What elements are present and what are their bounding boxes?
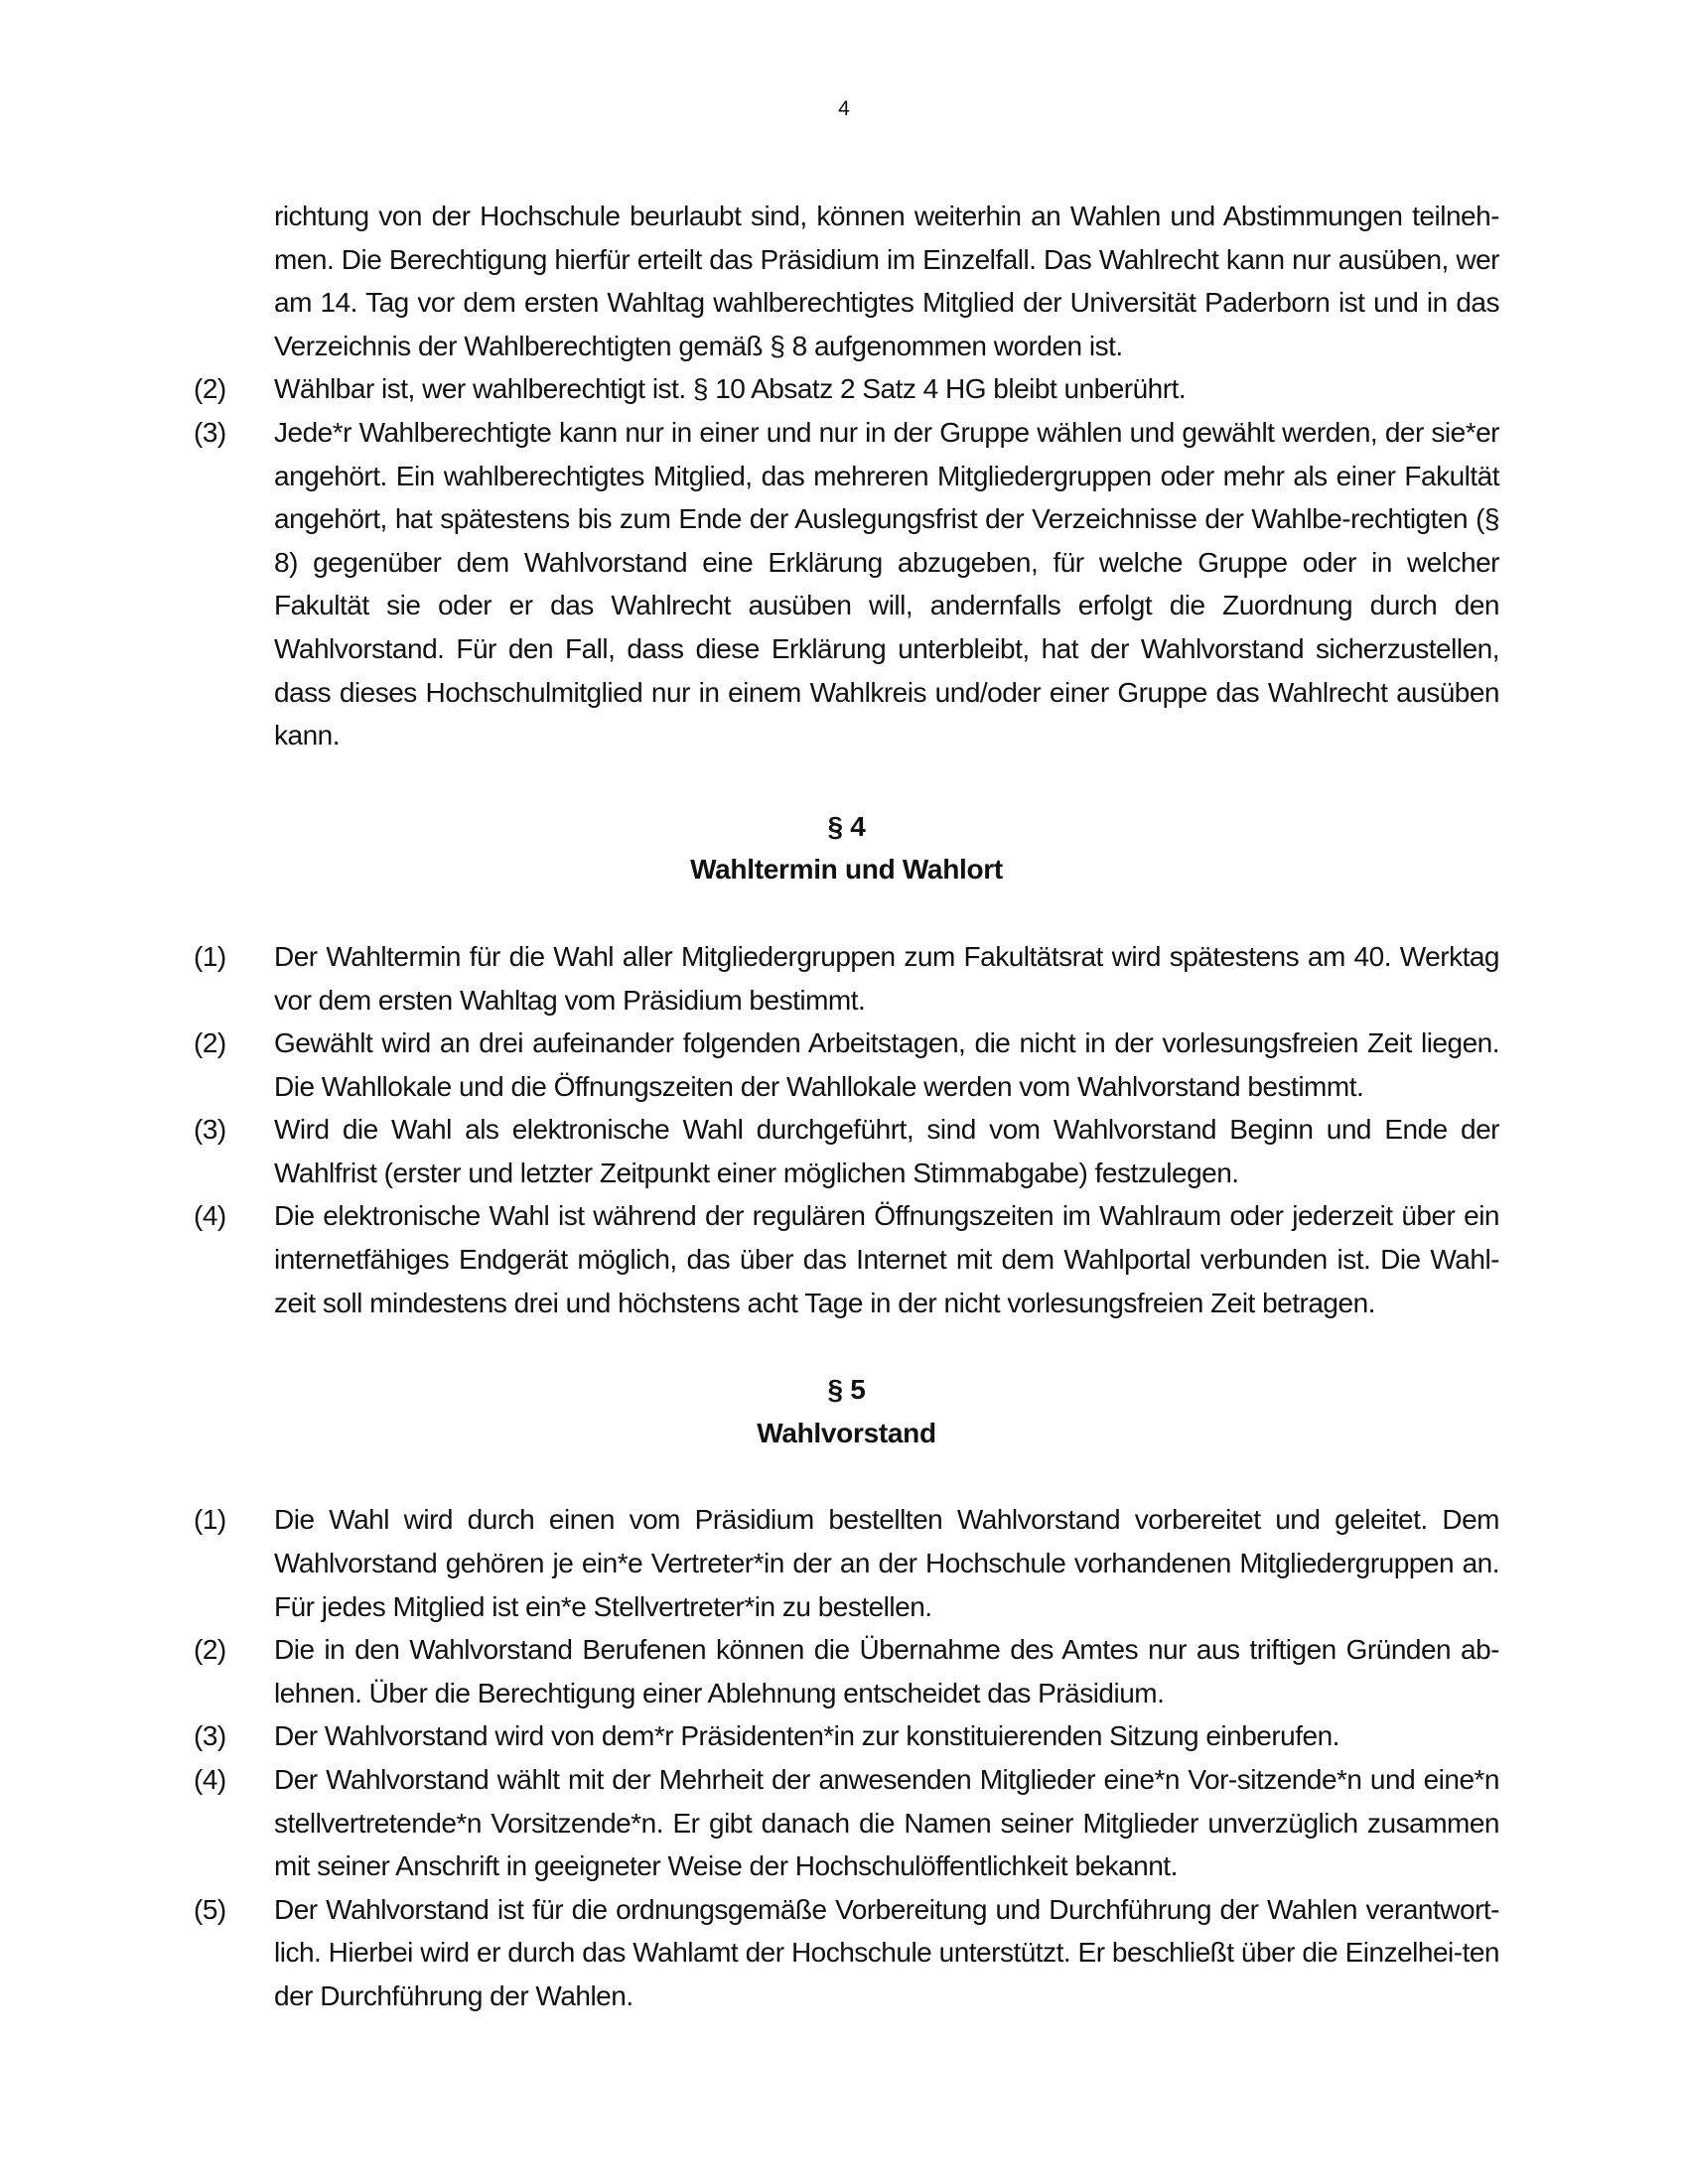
section-heading [194,1368,1499,1454]
paragraph [194,1714,1499,1758]
paragraph [194,1194,1499,1324]
paragraph-number: (4) [194,1200,226,1232]
paragraph [194,1888,1499,2018]
document-body [194,195,1499,2018]
paragraph-number: (1) [194,940,226,972]
paragraph [194,1758,1499,1888]
page-number: 4 [838,97,850,120]
paragraph [194,1108,1499,1194]
paragraph [194,411,1499,757]
paragraph [194,1628,1499,1714]
paragraph-text: Wählbar ist, wer wahlberechtigt ist. § 10 Absatz 2 Satz 4 HG bleibt unberührt. [274,373,1187,405]
paragraph-text: Jede*r Wahlberechtigte kann nur in einer und nur in der Gruppe wählen und gewählt werden, der sie*er angehört. Ein wahlberechtigtes Mitglied, das mehreren Mitgliedergruppen oder mehr als einer Fakultät angehört, hat spätestens bis zum Ende der Auslegungsfrist der Verzeichnisse der Wahlbe-rechtigten (§ 8) gegenüber dem Wahlvorstand eine Erklärung abzugeben, für welche Gruppe oder in welcher Fakultät sie oder er das Wahlrecht ausüben will, andernfalls erfolgt die Zuordnung durch den Wahlvorstand. Für den Fall, dass diese Erklärung unterbleibt, hat der Wahlvorstand sicherzustellen, dass dieses Hochschulmitglied nur in einem Wahlkreis und/oder einer Gruppe das Wahlrecht ausüben kann. [274,416,1499,751]
section-number: § 4 [827,810,866,842]
section-heading [194,805,1499,891]
paragraph [194,935,1499,1022]
paragraph-number: (4) [194,1764,226,1795]
paragraph-text: Gewählt wird an drei aufeinander folgenden Arbeitstagen, die nicht in der vorlesungsfreien Zeit liegen. Die Wahllokale und die Öffnungszeiten der Wahllokale werden vom Wahlvorstand bestimmt. [274,1027,1499,1102]
paragraph-number: (3) [194,1720,226,1752]
paragraph [194,1498,1499,1628]
paragraph-text: richtung von der Hochschule beurlaubt sind, können weiterhin an Wahlen und Abstimmungen teilneh-men. Die Berechtigung hierfür erteilt das Präsidium im Einzelfall. Das Wahlrecht kann nur ausüben, wer am 14. Tag vor dem ersten Wahltag wahlberechtigtes Mitglied der Universität Paderborn ist und in das Verzeichnis der Wahlberechtigten gemäß § 8 aufgenommen worden ist. [274,201,1499,361]
paragraph-number: (2) [194,1027,226,1059]
section-title: Wahlvorstand [757,1417,936,1448]
paragraph-text: Die Wahl wird durch einen vom Präsidium bestellten Wahlvorstand vorbereitet und geleitet. Dem Wahlvorstand gehören je ein*e Vertreter*in der an der Hochschule vorhandenen Mitgliedergruppen an. Für jedes Mitglied ist ein*e Stellvertreter*in zu bestellen. [274,1504,1499,1622]
continuation-paragraph [194,195,1499,367]
section-number: § 5 [827,1374,866,1406]
paragraph-text: Die in den Wahlvorstand Berufenen können die Übernahme des Amtes nur aus triftigen Gründen ab-lehnen. Über die Berechtigung einer Ablehnung entscheidet das Präsidium. [274,1634,1499,1708]
section-title: Wahltermin und Wahlort [690,854,1003,886]
paragraph-text: Die elektronische Wahl ist während der regulären Öffnungszeiten im Wahlraum oder jederzeit über ein internetfähiges Endgerät möglich, das über das Internet mit dem Wahlportal verbunden ist. Die Wahl-zeit soll mindestens drei und höchstens acht Tage in der nicht vorlesungsfreien Zeit betragen. [274,1200,1499,1318]
paragraph-number: (5) [194,1893,226,1925]
paragraph-number: (3) [194,416,226,448]
paragraph [194,1022,1499,1108]
paragraph-text: Der Wahlvorstand wählt mit der Mehrheit der anwesenden Mitglieder eine*n Vor-sitzende*n und eine*n stellvertretende*n Vorsitzende*n. Er gibt danach die Namen seiner Mitglieder unverzüglich zusammen mit seiner Anschrift in geeigneter Weise der Hochschulöffentlichkeit bekannt. [274,1764,1499,1882]
paragraph-number: (1) [194,1504,226,1536]
paragraph-text: Der Wahlvorstand wird von dem*r Präsidenten*in zur konstituierenden Sitzung einberufen. [274,1720,1339,1752]
paragraph-text: Wird die Wahl als elektronische Wahl durchgeführt, sind vom Wahlvorstand Beginn und Ende der Wahlfrist (erster und letzter Zeitpunkt einer möglichen Stimmabgabe) festzulegen. [274,1114,1499,1188]
paragraph-number: (2) [194,373,226,405]
paragraph-text: Der Wahlvorstand ist für die ordnungsgemäße Vorbereitung und Durchführung der Wahlen verantwort-lich. Hierbei wird er durch das Wahlamt der Hochschule unterstützt. Er beschließt über die Einzelhei-ten der Durchführung der Wahlen. [274,1893,1499,2011]
paragraph-text: Der Wahltermin für die Wahl aller Mitgliedergruppen zum Fakultätsrat wird spätestens am 40. Werktag vor dem ersten Wahltag vom Präsidium bestimmt. [274,940,1499,1016]
paragraph-number: (2) [194,1634,226,1666]
paragraph [194,367,1499,411]
paragraph-number: (3) [194,1114,226,1146]
